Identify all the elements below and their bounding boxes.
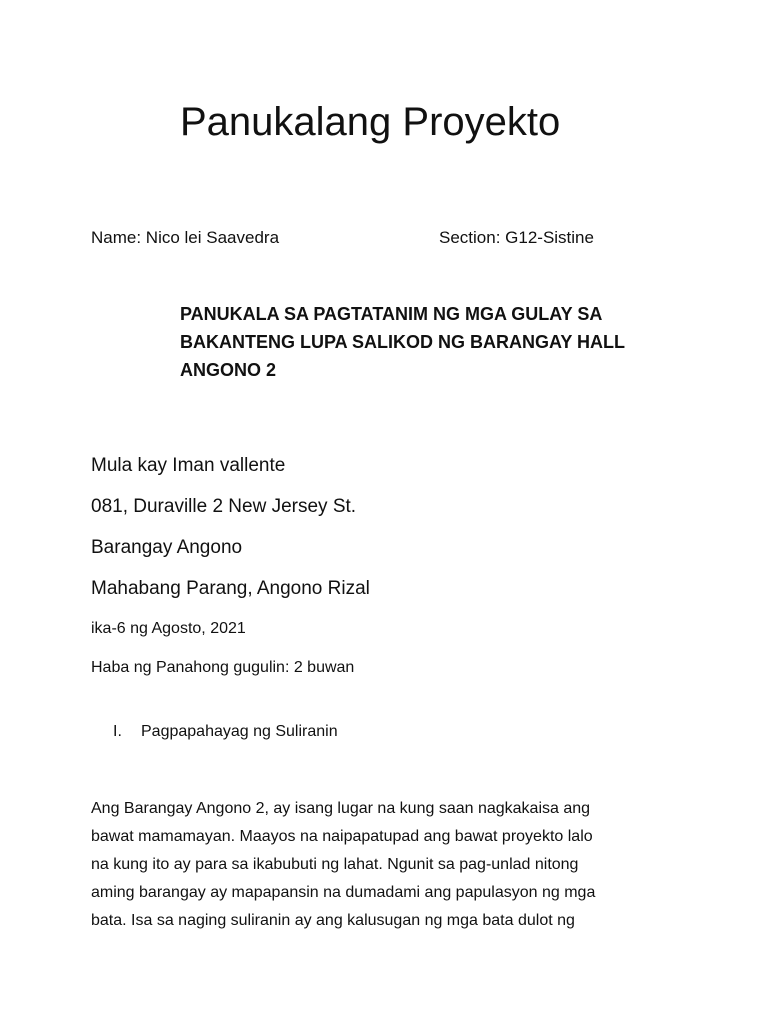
- body-line: Ang Barangay Angono 2, ay isang lugar na kung saan nagkakaisa ang: [91, 800, 591, 817]
- address-line: Barangay Angono: [91, 537, 243, 558]
- duration-line: Haba ng Panahong gugulin: 2 buwan: [91, 659, 355, 676]
- sender-block: [91, 445, 691, 687]
- date-line: ika-6 ng Agosto, 2021: [91, 620, 246, 637]
- body-paragraph: [91, 795, 691, 935]
- body-line: bawat mamamayan. Maayos na naipapatupad ang bawat proyekto lalo: [91, 828, 593, 845]
- address-line: Mahabang Parang, Angono Rizal: [91, 578, 370, 599]
- student-name: Name: Nico lei Saavedra: [91, 228, 280, 247]
- sender-name: Mula kay Iman vallente: [91, 455, 286, 476]
- section-number: I.: [113, 723, 122, 740]
- document-title: Panukalang Proyekto: [180, 100, 561, 144]
- section-title: Pagpapahayag ng Suliranin: [141, 723, 338, 740]
- section-heading: [113, 721, 338, 743]
- proposal-title-line: PANUKALA SA PAGTATANIM NG MGA GULAY SA: [180, 304, 603, 324]
- body-line: na kung ito ay para sa ikabubuti ng lahat. Ngunit sa pag-unlad nitong: [91, 856, 579, 873]
- proposal-title-line: BAKANTENG LUPA SALIKOD NG BARANGAY HALL: [180, 332, 626, 352]
- student-section: Section: G12-Sistine: [439, 228, 594, 247]
- proposal-title-line: ANGONO 2: [180, 360, 277, 380]
- proposal-title: [180, 300, 680, 384]
- body-line: bata. Isa sa naging suliranin ay ang kalusugan ng mga bata dulot ng: [91, 912, 575, 929]
- address-line: 081, Duraville 2 New Jersey St.: [91, 496, 357, 517]
- body-line: aming barangay ay mapapansin na dumadami ang papulasyon ng mga: [91, 884, 596, 901]
